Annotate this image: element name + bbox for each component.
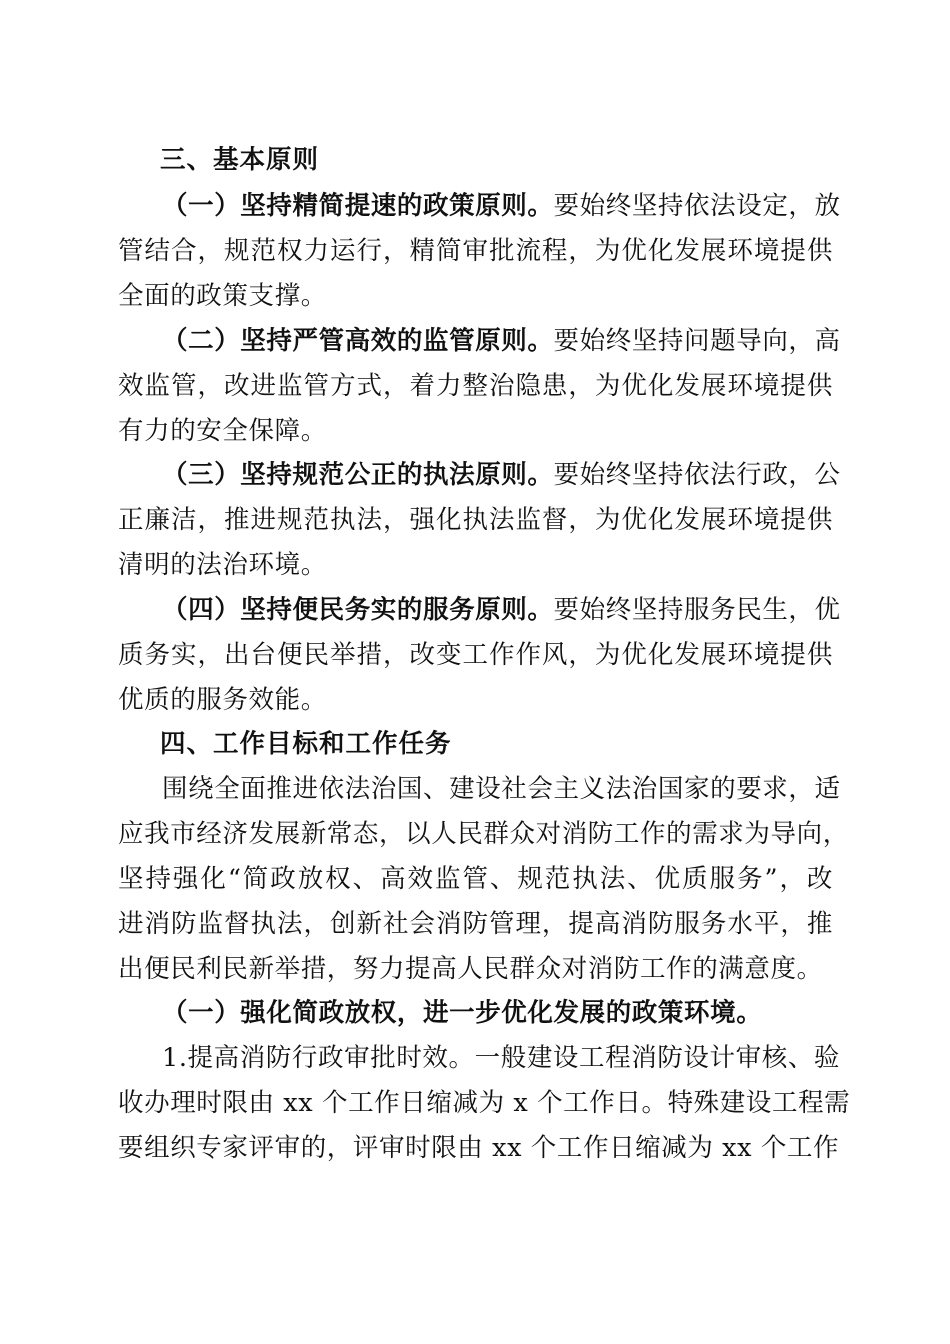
paragraph-line: 管结合，规范权力运行，精简审批流程，为优化发展环境提供	[118, 236, 833, 266]
paragraph-line: 优质的服务效能。	[118, 685, 327, 715]
principle-lead: （一）坚持精简提速的政策原则。	[162, 191, 554, 221]
paragraph-line: 坚持强化“简政放权、高效监管、规范执法、优质服务”，改	[118, 864, 833, 894]
paragraph-line: 质务实，出台便民举措，改变工作作风，为优化发展环境提供	[118, 640, 833, 670]
paragraph-line: 收办理时限由 xx 个工作日缩减为 x 个工作日。特殊建设工程需	[118, 1088, 851, 1118]
subsection-heading-1	[118, 991, 833, 1036]
principle-paragraph-3	[118, 453, 841, 588]
principle-paragraph-2	[118, 319, 841, 454]
section-heading-goals-tasks: 四、工作目标和工作任务	[160, 729, 452, 759]
paragraph-line: 清明的法治环境。	[118, 550, 327, 580]
principle-lead: （二）坚持严管高效的监管原则。	[162, 326, 554, 356]
principle-lead: （三）坚持规范公正的执法原则。	[162, 460, 554, 490]
paragraph-line: 全面的政策支撑。	[118, 281, 327, 311]
paragraph-line	[118, 588, 841, 633]
principle-paragraph-4	[118, 588, 841, 723]
paragraph-line: 效监管，改进监管方式，着力整治隐患，为优化发展环境提供	[118, 371, 833, 401]
paragraph-line: 要组织专家评审的，评审时限由 xx 个工作日缩减为 xx 个工作	[118, 1133, 840, 1163]
paragraph-line: 进消防监督执法，创新社会消防管理，提高消防服务水平，推	[118, 909, 833, 939]
section-heading-basic-principles: 三、基本原则	[160, 145, 320, 175]
paragraph-line: 1.提高消防行政审批时效。一般建设工程消防设计审核、验	[162, 1043, 841, 1073]
principle-text: 要始终坚持依法行政，公	[553, 460, 841, 490]
paragraph-line: 应我市经济发展新常态，以人民群众对消防工作的需求为导向，	[118, 819, 849, 849]
principle-text: 要始终坚持问题导向，高	[553, 326, 841, 356]
paragraph-line: 围绕全面推进依法治国、建设社会主义法治国家的要求，适	[162, 774, 841, 804]
paragraph-line: 出便民利民新举措，努力提高人民群众对消防工作的满意度。	[118, 954, 823, 984]
principle-text: 要始终坚持依法设定，放	[553, 191, 841, 221]
paragraph-line	[118, 319, 841, 364]
subsection-title: （一）强化简政放权，进一步优化发展的政策环境。	[162, 998, 763, 1028]
principle-paragraph-1	[118, 184, 841, 319]
paragraph-line	[118, 453, 841, 498]
paragraph-line: 正廉洁，推进规范执法，强化执法监督，为优化发展环境提供	[118, 505, 833, 535]
paragraph-line: 有力的安全保障。	[118, 416, 327, 446]
principle-text: 要始终坚持服务民生，优	[553, 595, 841, 625]
goals-intro-paragraph	[118, 767, 849, 992]
paragraph-line	[118, 184, 841, 229]
principle-lead: （四）坚持便民务实的服务原则。	[162, 595, 554, 625]
item-paragraph-1	[118, 1036, 851, 1171]
